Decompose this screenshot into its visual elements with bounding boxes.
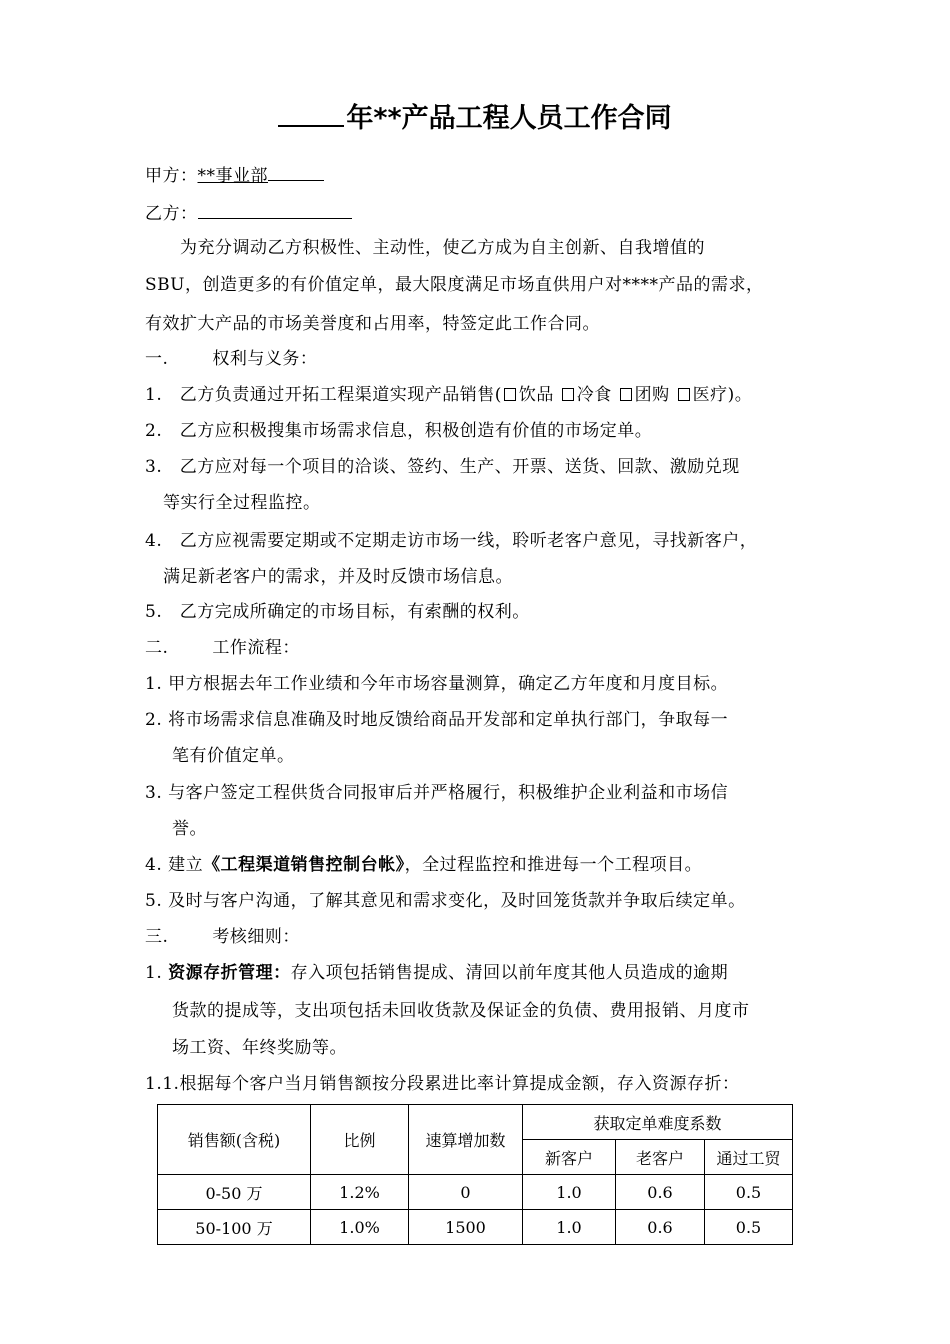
checkbox-icon bbox=[504, 388, 516, 401]
s2-item-1: 1. 甲方根据去年工作业绩和今年市场容量测算，确定乙方年度和月度目标。 bbox=[145, 674, 729, 694]
th-coefficient: 获取定单难度系数 bbox=[523, 1105, 793, 1140]
s1-item-1: 1. 乙方负责通过开拓工程渠道实现产品销售( 饮品 冷食 团购 医疗)。 bbox=[145, 385, 753, 405]
th-new-customer: 新客户 bbox=[523, 1140, 616, 1175]
ledger-name: 《工程渠道销售控制台帐》 bbox=[203, 855, 405, 875]
s1-item-3-line-2: 等实行全过程监控。 bbox=[163, 493, 321, 513]
checkbox-icon bbox=[678, 388, 690, 401]
s2-item-5: 5. 及时与客户沟通，了解其意见和需求变化，及时回笼货款并争取后续定单。 bbox=[145, 891, 746, 911]
s2-item-2-line-2: 笔有价值定单。 bbox=[172, 746, 295, 766]
s3-item-1-line-3: 场工资、年终奖励等。 bbox=[172, 1038, 347, 1058]
s3-item-1-line-2: 货款的提成等，支出项包括未回收货款及保证金的负债、费用报销、月度市 bbox=[172, 1001, 750, 1021]
s2-item-3-line-1: 3. 与客户签定工程供货合同报审后并严格履行，积极维护企业利益和市场信 bbox=[145, 783, 729, 803]
table-row: 0-50 万 1.2% 0 1.0 0.6 0.5 bbox=[158, 1175, 793, 1210]
s2-item-2-line-1: 2. 将市场需求信息准确及时地反馈给商品开发部和定单执行部门，争取每一 bbox=[145, 710, 729, 730]
th-ratio: 比例 bbox=[311, 1105, 409, 1175]
party-b-blank bbox=[198, 202, 352, 219]
s2-item-4: 4. 建立《工程渠道销售控制台帐》，全过程监控和推进每一个工程项目。 bbox=[145, 855, 703, 875]
s3-item-1-line-1: 1. 资源存折管理：存入项包括销售提成、清回以前年度其他人员造成的逾期 bbox=[145, 963, 729, 983]
intro-line-2: SBU，创造更多的有价值定单，最大限度满足市场直供用户对****产品的需求， bbox=[145, 275, 764, 295]
s1-item-4-line-2: 满足新老客户的需求，并及时反馈市场信息。 bbox=[163, 567, 513, 587]
doc-title: 年**产品工程人员工作合同 bbox=[0, 96, 950, 135]
commission-table bbox=[157, 1104, 793, 1245]
intro-line-1: 为充分调动乙方积极性、主动性，使乙方成为自主创新、自我增值的 bbox=[180, 238, 705, 258]
year-blank bbox=[278, 101, 344, 127]
checkbox-icon bbox=[562, 388, 574, 401]
s3-item-1-1: 1.1.根据每个客户当月销售额按分段累进比率计算提成金额，存入资源存折： bbox=[145, 1074, 740, 1094]
intro-line-3: 有效扩大产品的市场美誉度和占用率，特签定此工作合同。 bbox=[145, 314, 600, 334]
th-old-customer: 老客户 bbox=[616, 1140, 705, 1175]
table-row: 50-100 万 1.0% 1500 1.0 0.6 0.5 bbox=[158, 1210, 793, 1245]
party-a: 甲方：**事业部 bbox=[145, 164, 324, 187]
s1-item-5: 5. 乙方完成所确定的市场目标，有索酬的权利。 bbox=[145, 602, 530, 622]
section-3-heading: 三. 考核细则： bbox=[145, 927, 300, 947]
section-2-heading: 二. 工作流程： bbox=[145, 638, 300, 658]
th-quick: 速算增加数 bbox=[409, 1105, 523, 1175]
s2-item-3-line-2: 誉。 bbox=[172, 819, 207, 839]
s1-item-4-line-1: 4. 乙方应视需要定期或不定期走访市场一线，聆听老客户意见，寻找新客户， bbox=[145, 531, 758, 551]
party-b: 乙方： bbox=[145, 202, 352, 225]
th-via-trade: 通过工贸 bbox=[705, 1140, 793, 1175]
th-sales: 销售额(含税) bbox=[158, 1105, 311, 1175]
section-1-heading: 一. 权利与义务： bbox=[145, 349, 318, 369]
s1-item-2: 2. 乙方应积极搜集市场需求信息，积极创造有价值的市场定单。 bbox=[145, 421, 653, 441]
resource-passbook-term: 资源存折管理： bbox=[168, 963, 291, 983]
checkbox-icon bbox=[620, 388, 632, 401]
s1-item-3-line-1: 3. 乙方应对每一个项目的洽谈、签约、生产、开票、送货、回款、激励兑现 bbox=[145, 457, 740, 477]
